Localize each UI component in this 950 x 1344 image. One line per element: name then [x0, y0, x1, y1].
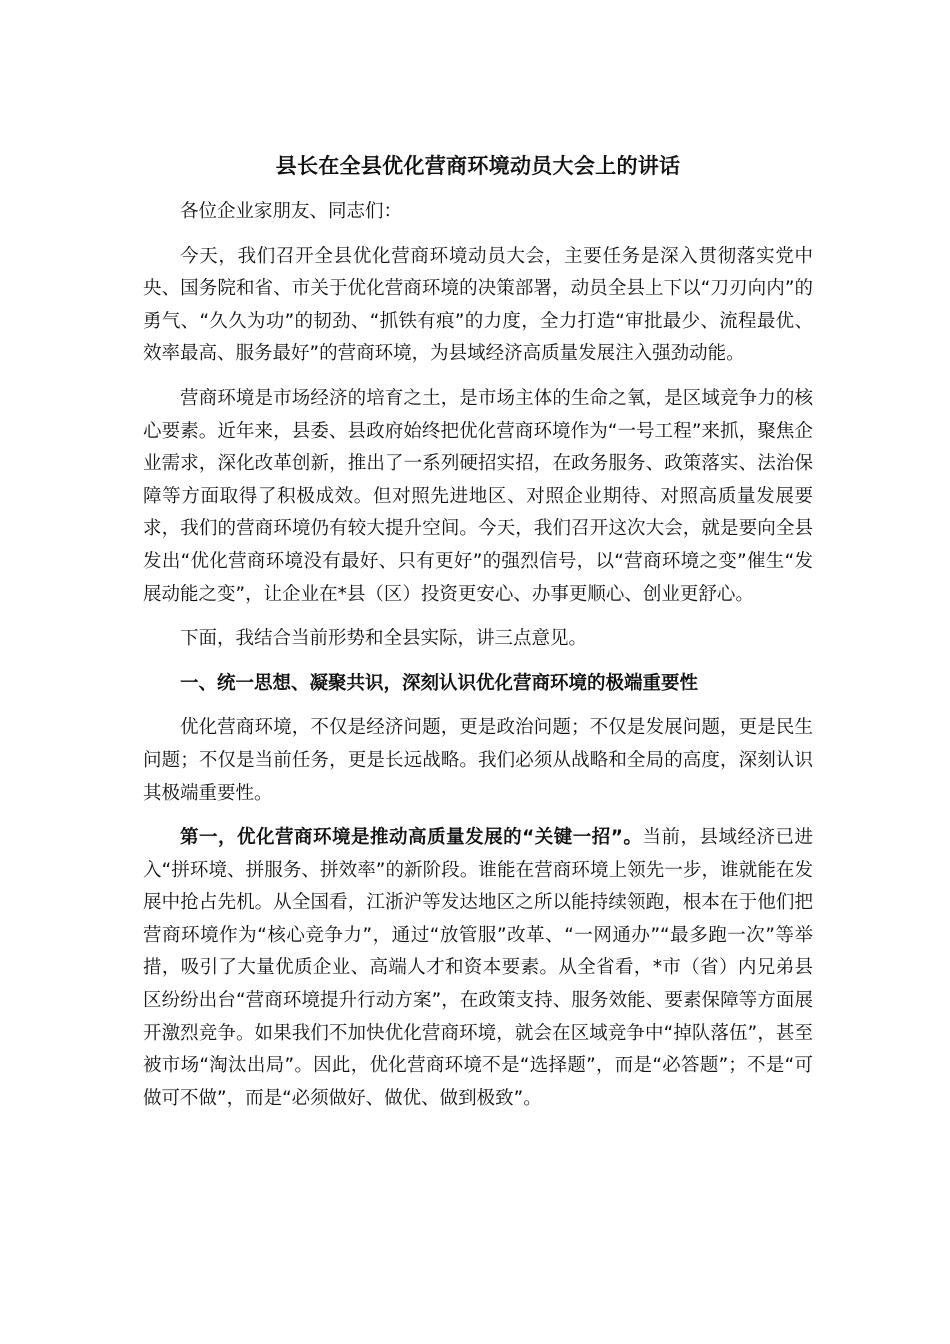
paragraph-opening: 今天，我们召开全县优化营商环境动员大会，主要任务是深入贯彻落实党中央、国务院和省、市关于优化营商环境的决策部署，动员全县上下以“刀刃向内”的勇气、“久久为功”的韧劲、“抓铁有痕”的力度，全力打造“审批最少、流程最优、效率最高、服务最好”的营商环境，为县域经济高质量发展注入强劲动能。 — [143, 245, 813, 365]
salutation: 各位企业家朋友、同志们： — [180, 201, 403, 222]
document-body — [143, 148, 813, 1127]
point-one-lead: 第一，优化营商环境是推动高质量发展的“关键一招”。 — [180, 827, 643, 849]
paragraph-background: 营商环境是市场经济的培育之土，是市场主体的生命之氧，是区域竞争力的核心要素。近年来，县委、县政府始终把优化营商环境作为“一号工程”来抓，聚焦企业需求，深化改革创新，推出了一系列硬招实招，在政务服务、政策落实、法治保障等方面取得了积极成效。但对照先进地区、对照企业期待、对照高质量发展要求，我们的营商环境仍有较大提升空间。今天，我们召开这次大会，就是要向全县发出“优化营商环境没有最好、只有更好”的强烈信号，以“营商环境之变”催生“发展动能之变”，让企业在*县（区）投资更安心、办事更顺心、创业更舒心。 — [143, 387, 813, 605]
paragraph-transition: 下面，我结合当前形势和全县实际，讲三点意见。 — [180, 628, 588, 650]
section-one-intro: 优化营商环境，不仅是经济问题，更是政治问题；不仅是发展问题，更是民生问题；不仅是当前任务，更是长远战略。我们必须从战略和全局的高度，深刻认识其极端重要性。 — [143, 717, 813, 804]
point-one-body: 当前，县域经济已进入“拼环境、拼服务、拼效率”的新阶段。谁能在营商环境上领先一步，谁就能在发展中抢占先机。从全国看，江浙沪等发达地区之所以能持续领跑，根本在于他们把营商环境作为“核心竞争力”，通过“放管服”改革、“一网通办”“最多跑一次”等举措，吸引了大量优质企业、高端人才和资本要素。从全省看，*市（省）内兄弟县区纷纷出台“营商环境提升行动方案”，在政策支持、服务效能、要素保障等方面展开激烈竞争。如果我们不加快优化营商环境，就会在区域竞争中“掉队落伍”，甚至被市场“淘汰出局”。因此，优化营商环境不是“选择题”，而是“必答题”；不是“可做可不做”，而是“必须做好、做优、做到极致”。 — [143, 827, 813, 1109]
document-title: 县长在全县优化营商环境动员大会上的讲话 — [275, 154, 681, 178]
point-one-paragraph — [143, 822, 813, 1115]
section-one-heading: 一、统一思想、凝聚共识，深刻认识优化营商环境的极端重要性 — [180, 672, 699, 694]
